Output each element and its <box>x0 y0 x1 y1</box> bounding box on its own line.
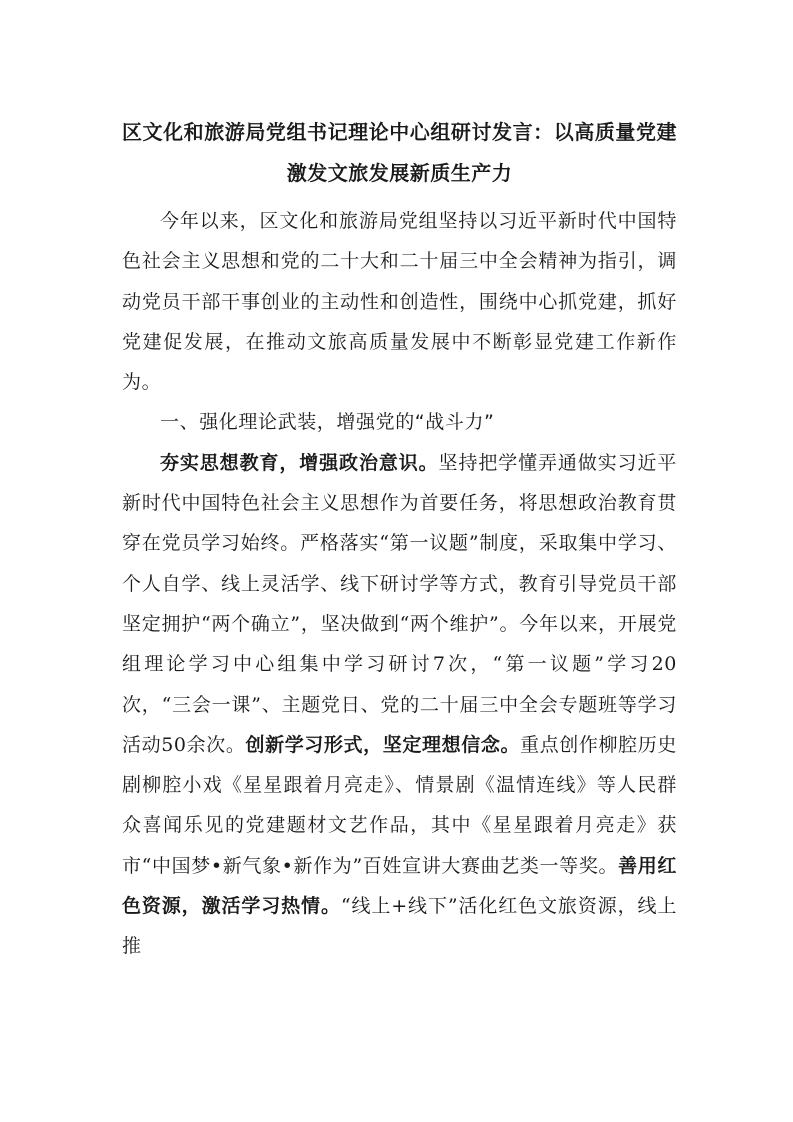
bold-lead-3: 善用红色资源，激活学习热情。 <box>122 854 677 918</box>
section-heading-1: 一、强化理论武装，增强党的“战斗力” <box>160 411 495 434</box>
section-1-paragraph <box>122 443 677 967</box>
document-page <box>122 112 677 967</box>
document-title: 区文化和旅游局党组书记理论中心组研讨发言：以高质量党建激发文旅发展新质生产力 <box>122 120 677 185</box>
body-text-1: 坚持把学懂弄通做实习近平新时代中国特色社会主义思想作为首要任务，将思想政治教育贯穿在党员学习始终。严格落实“第一议题”制度，采取集中学习、个人自学、线上灵活学、线下研讨学等方式，教育引导党员干部坚定拥护“两个确立”，坚决做到“两个维护”。今年以来，开展党组理论学习中心组集中学习研讨7次，“第一议题”学习20次，“三会一课”、主题党日、党的二十届三中全会专题班等学习活动50余次。 <box>122 451 677 756</box>
body-text-2: 重点创作柳腔历史剧柳腔小戏《星星跟着月亮走》、情景剧《温情连线》等人民群众喜闻乐见的党建题材文艺作品，其中《星星跟着月亮走》获市“中国梦•新气象•新作为”百姓宣讲大赛曲艺类一等奖。 <box>122 733 677 877</box>
body-text-3: “线上+线下”活化红色文旅资源，线上推 <box>122 895 677 958</box>
bold-lead-1: 夯实思想教育，增强政治意识。 <box>160 451 439 474</box>
intro-paragraph: 今年以来，区文化和旅游局党组坚持以习近平新时代中国特色社会主义思想和党的二十大和二十届三中全会精神为指引，调动党员干部干事创业的主动性和创造性，围绕中心抓党建，抓好党建促发展，在推动文旅高质量发展中不断彰显党建工作新作为。 <box>122 210 677 394</box>
bold-lead-2: 创新学习形式，坚定理想信念。 <box>245 733 521 756</box>
